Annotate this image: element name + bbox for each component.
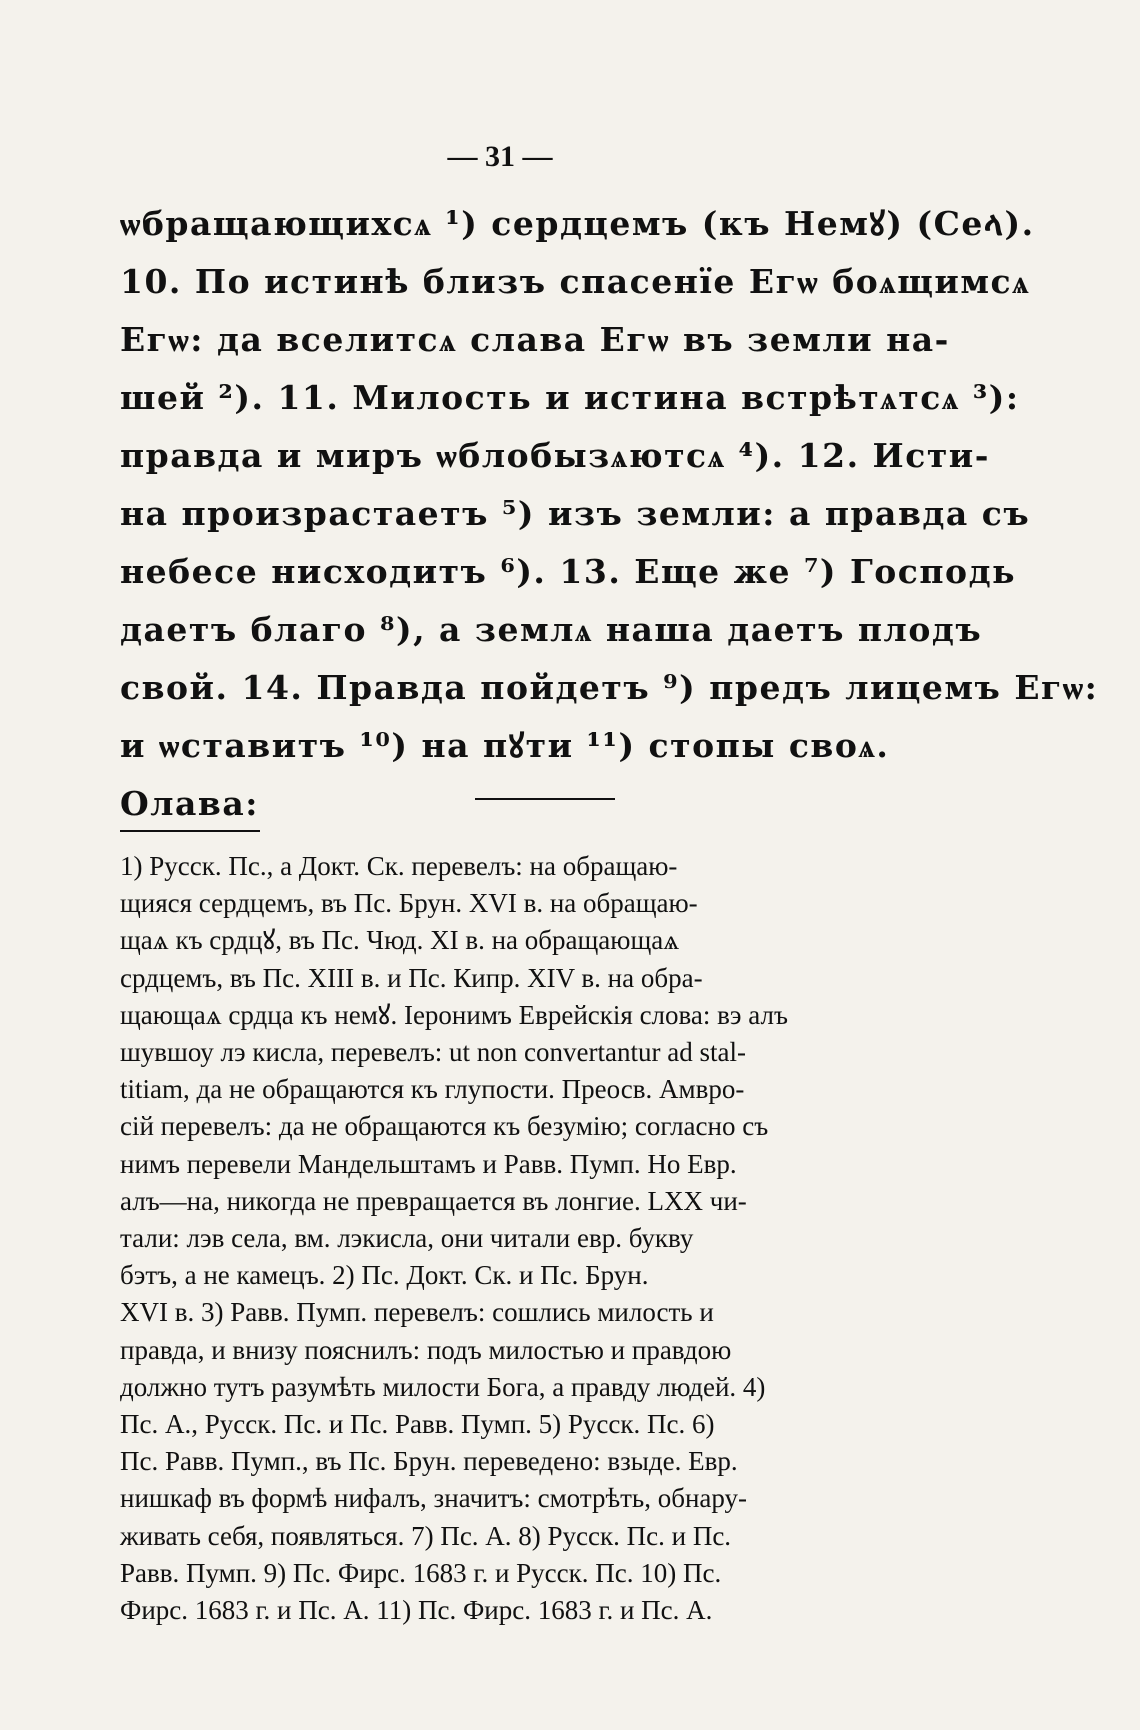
footnote-line: Пс. Равв. Пумп., въ Пс. Брун. переведено: взыде. Евр. xyxy=(120,1446,738,1477)
footnote-line: titiam, да не обращаются къ глупости. Преосв. Амвро- xyxy=(120,1074,745,1105)
footnote-line: тали: лэв села, вм. лэкисла, они читали евр. букву xyxy=(120,1223,694,1254)
psalm-line: 10. По истинѣ близъ спасенїе Егѡ боѧщимсѧ xyxy=(120,262,1031,301)
psalm-line: на произрастаетъ ⁵) изъ земли: а правда съ xyxy=(120,494,1031,533)
psalm-line: Егѡ: да вселитсѧ слава Егѡ въ земли на- xyxy=(120,320,950,359)
footnote-line: сій перевелъ: да не обращаются къ безумію; согласно съ xyxy=(120,1111,769,1142)
footnote-line: алъ—на, никогда не превращается въ лонгие. LXX чи- xyxy=(120,1185,747,1216)
page-number: — 31 — xyxy=(447,140,553,173)
footnote-line: Пс. А., Русск. Пс. и Пс. Равв. Пумп. 5) Русск. Пс. 6) xyxy=(120,1409,715,1440)
footnote-line: живать себя, появляться. 7) Пс. А. 8) Русск. Пс. и Пс. xyxy=(120,1520,732,1551)
footnote-line: щающаѧ срдца къ немꙋ. Іеронимъ Еврейскія слова: вэ алъ xyxy=(120,999,788,1030)
footnote-line: Фирс. 1683 г. и Пс. А. 11) Пс. Фирс. 1683 г. и Пс. А. xyxy=(120,1595,713,1626)
footnote-line: бэтъ, а не камецъ. 2) Пс. Докт. Ск. и Пс. Брун. xyxy=(120,1260,649,1291)
footnote-line: 1) Русск. Пс., а Докт. Ск. перевелъ: на обращаю- xyxy=(120,851,678,881)
psalm-line: и ѡставитъ ¹⁰) на пꙋти ¹¹) стопы своѧ. xyxy=(120,726,890,765)
psalm-line: шей ²). 11. Милость и истина встрѣтѧтсѧ ³): xyxy=(120,378,1020,417)
psalm-line: ѡбращающихсѧ ¹) сердцемъ (къ Немꙋ) (Сеላ). xyxy=(120,204,1035,243)
section-divider xyxy=(475,798,615,800)
psalm-line: небесе нисходитъ ⁶). 13. Еще же ⁷) Господь xyxy=(120,552,1016,591)
psalm-line: правда и миръ ѡблобызѧютсѧ ⁴). 12. Исти- xyxy=(120,436,990,475)
footnote-line: нимъ перевели Мандельштамъ и Равв. Пумп. Но Евр. xyxy=(120,1148,737,1179)
footnote-line: нишкаф въ формѣ нифалъ, значитъ: смотрѣть, обнару- xyxy=(120,1483,748,1514)
footnote-line: правда, и внизу пояснилъ: подъ милостью и правдою xyxy=(120,1334,732,1365)
footnote-line: Равв. Пумп. 9) Пс. Фирс. 1683 г. и Русск. Пс. 10) Пс. xyxy=(120,1557,722,1588)
psalm-line: даетъ благо ⁸), а землѧ наша даетъ плодъ xyxy=(120,610,983,649)
psalm-text xyxy=(120,195,1099,833)
psalm-line: Олава: xyxy=(120,784,259,823)
footnote-divider xyxy=(120,830,260,832)
footnote-line: должно тутъ разумѣть милости Бога, а правду людей. 4) xyxy=(120,1371,766,1402)
footnote-line: срдцемъ, въ Пс. XIII в. и Пс. Кипр. XIV в. на обра- xyxy=(120,962,703,993)
footnote-line: XVI в. 3) Равв. Пумп. перевелъ: сошлись милость и xyxy=(120,1297,714,1328)
footnote-line: щаѧ къ срдцꙋ, въ Пс. Чюд. XI в. на обращающаѧ xyxy=(120,925,680,956)
footnotes xyxy=(120,848,980,1629)
psalm-line: свой. 14. Правда пойдетъ ⁹) предъ лицемъ Егѡ: xyxy=(120,668,1099,707)
footnote-line: щияся сердцемъ, въ Пс. Брун. XVI в. на обращаю- xyxy=(120,888,698,919)
footnote-line: шувшоу лэ кисла, перевелъ: ut non convertantur ad stal- xyxy=(120,1037,746,1068)
